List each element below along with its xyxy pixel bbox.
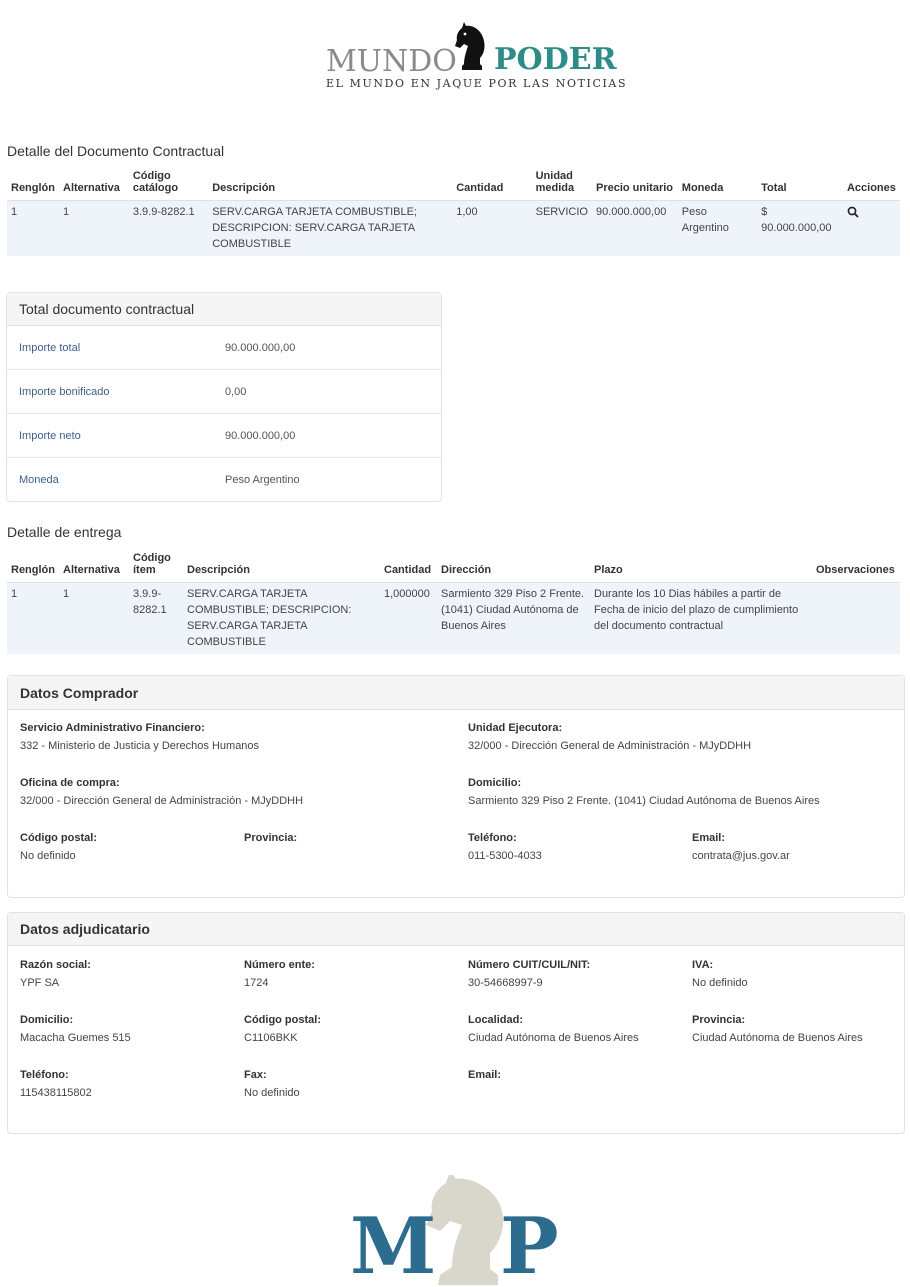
moneda-value: Peso Argentino — [225, 474, 300, 486]
provincia-value: Ciudad Autónoma de Buenos Aires — [692, 1032, 863, 1044]
search-icon[interactable] — [847, 206, 859, 218]
mp-logo-graphic — [0, 1175, 910, 1287]
domicilio-value: Macacha Guemes 515 — [20, 1032, 131, 1044]
col-total: Total — [761, 182, 787, 194]
unidad-ejecutora-label: Unidad Ejecutora: — [468, 722, 563, 734]
cell-unidad: SERVICIO — [532, 201, 592, 257]
provincia-label: Provincia: — [692, 1014, 746, 1026]
cell-total: $ 90.000.000,00 — [757, 201, 843, 257]
logo-word-mundo: MUNDO — [326, 44, 457, 79]
datos-comprador-title: Datos Comprador — [8, 676, 904, 710]
email-label: Email: — [692, 832, 726, 844]
col-codigo-catalogo: Código catálogo — [132, 170, 179, 194]
col-renglon: Renglón — [11, 564, 55, 576]
email-field — [692, 832, 790, 862]
telefono-field — [20, 1069, 92, 1099]
col-codigo-item: Código ítem — [133, 552, 171, 576]
telefono-field — [468, 832, 542, 862]
fax-label: Fax: — [244, 1069, 267, 1081]
col-unidad-medida: Unidad medida — [535, 170, 575, 194]
cuit-field — [468, 959, 590, 989]
cuit-label: Número CUIT/CUIL/NIT: — [468, 959, 591, 971]
logo-letter-p: P — [500, 1201, 559, 1287]
domicilio-field — [20, 1014, 131, 1044]
domicilio-label: Domicilio: — [468, 777, 522, 789]
col-alternativa: Alternativa — [63, 564, 120, 576]
telefono-value: 115438115802 — [20, 1087, 92, 1099]
importe-neto-row — [7, 414, 441, 458]
domicilio-label: Domicilio: — [20, 1014, 74, 1026]
cell-observaciones — [812, 583, 900, 655]
unidad-ejecutora-value: 32/000 - Dirección General de Administración - MJyDDHH — [468, 740, 752, 752]
cell-cantidad: 1,000000 — [380, 583, 437, 655]
razon-social-label: Razón social: — [20, 959, 91, 971]
fax-value: No definido — [244, 1087, 300, 1099]
col-observaciones: Observaciones — [816, 564, 895, 576]
moneda-label: Moneda — [19, 474, 59, 486]
oficina-compra-label: Oficina de compra: — [20, 777, 120, 789]
col-descripcion: Descripción — [212, 182, 276, 194]
saf-label: Servicio Administrativo Financiero: — [20, 722, 205, 734]
cell-cantidad: 1,00 — [452, 201, 531, 257]
razon-social-field — [20, 959, 91, 989]
contractual-table — [7, 168, 900, 256]
iva-field — [692, 959, 748, 989]
domicilio-field — [468, 777, 820, 807]
datos-adjudicatario-title: Datos adjudicatario — [8, 913, 904, 946]
provincia-label: Provincia: — [244, 832, 298, 844]
razon-social-value: YPF SA — [20, 977, 60, 989]
email-value: contrata@jus.gov.ar — [692, 850, 790, 862]
datos-adjudicatario-panel — [7, 912, 905, 1134]
iva-value: No definido — [692, 977, 748, 989]
cell-renglon: 1 — [7, 201, 59, 257]
codigo-postal-value: C1106BKK — [244, 1032, 298, 1044]
email-label: Email: — [468, 1069, 502, 1081]
table-row — [7, 201, 900, 257]
iva-label: IVA: — [692, 959, 714, 971]
moneda-row — [7, 458, 441, 502]
cell-codigo: 3.9.9-8282.1 — [129, 201, 208, 257]
importe-neto-label: Importe neto — [19, 429, 81, 442]
provincia-field — [244, 832, 297, 850]
telefono-value: 011-5300-4033 — [468, 850, 542, 862]
mundo-poder-logo — [0, 22, 910, 94]
domicilio-value: Sarmiento 329 Piso 2 Frente. (1041) Ciudad Autónoma de Buenos Aires — [468, 795, 820, 807]
numero-ente-field — [244, 959, 315, 989]
codigo-postal-value: No definido — [20, 850, 76, 862]
datos-comprador-panel — [7, 675, 905, 898]
mp-watermark-logo — [0, 1175, 910, 1287]
provincia-field — [692, 1014, 863, 1044]
codigo-postal-label: Código postal: — [244, 1014, 321, 1026]
cell-acciones — [843, 201, 900, 257]
col-moneda: Moneda — [681, 182, 724, 194]
col-alternativa: Alternativa — [63, 182, 120, 194]
numero-ente-value: 1724 — [244, 977, 269, 989]
cell-moneda: Peso Argentino — [678, 201, 757, 257]
col-acciones: Acciones — [846, 182, 896, 194]
cell-renglon: 1 — [7, 583, 59, 655]
importe-neto-value: 90.000.000,00 — [225, 429, 296, 442]
cell-precio: 90.000.000,00 — [592, 201, 678, 257]
cell-plazo: Durante los 10 Dias hábiles a partir de Fecha de inicio del plazo de cumplimiento del documento contractual — [590, 583, 812, 655]
telefono-label: Teléfono: — [468, 832, 517, 844]
email-field — [468, 1069, 501, 1087]
oficina-compra-field — [20, 777, 303, 807]
cell-descripcion: SERV.CARGA TARJETA COMBUSTIBLE; DESCRIPCION: SERV.CARGA TARJETA COMBUSTIBLE — [208, 201, 452, 257]
chess-knight-icon — [452, 22, 492, 74]
importe-bonificado-row — [7, 370, 441, 414]
logo-word-poder: PODER — [494, 42, 617, 77]
telefono-label: Teléfono: — [20, 1069, 69, 1081]
importe-bonificado-value: 0,00 — [225, 385, 247, 398]
importe-total-label: Importe total — [19, 341, 81, 354]
localidad-field — [468, 1014, 639, 1044]
saf-field — [20, 722, 259, 752]
codigo-postal-field — [244, 1014, 321, 1044]
total-documento-title: Total documento contractual — [7, 293, 441, 326]
localidad-label: Localidad: — [468, 1014, 524, 1026]
total-documento-panel — [6, 292, 442, 502]
codigo-postal-field — [20, 832, 97, 862]
cell-direccion: Sarmiento 329 Piso 2 Frente. (1041) Ciudad Autónoma de Buenos Aires — [437, 583, 590, 655]
cell-alternativa: 1 — [59, 583, 129, 655]
logo-tagline: EL MUNDO EN JAQUE POR LAS NOTICIAS — [326, 77, 628, 90]
entrega-table — [7, 550, 900, 654]
unidad-ejecutora-field — [468, 722, 751, 752]
codigo-postal-label: Código postal: — [20, 832, 97, 844]
oficina-compra-value: 32/000 - Dirección General de Administración - MJyDDHH — [20, 795, 304, 807]
logo-letter-m: M — [350, 1201, 437, 1287]
col-plazo: Plazo — [594, 564, 623, 576]
cell-descripcion: SERV.CARGA TARJETA COMBUSTIBLE; DESCRIPCION: SERV.CARGA TARJETA COMBUSTIBLE — [183, 583, 380, 655]
contractual-section-title: Detalle del Documento Contractual — [7, 143, 225, 159]
col-renglon: Renglón — [11, 182, 55, 194]
col-direccion: Dirección — [441, 564, 492, 576]
entrega-section-title: Detalle de entrega — [7, 524, 122, 540]
importe-total-row — [7, 326, 441, 370]
numero-ente-label: Número ente: — [244, 959, 315, 971]
table-row — [7, 583, 900, 655]
col-cantidad: Cantidad — [456, 182, 504, 194]
fax-field — [244, 1069, 300, 1099]
chess-knight-icon — [426, 1175, 503, 1285]
saf-value: 332 - Ministerio de Justicia y Derechos Humanos — [20, 740, 260, 752]
col-cantidad: Cantidad — [384, 564, 432, 576]
importe-bonificado-label: Importe bonificado — [19, 385, 110, 398]
col-precio-unitario: Precio unitario — [595, 182, 674, 194]
cell-alternativa: 1 — [59, 201, 129, 257]
col-descripcion: Descripción — [187, 564, 250, 576]
cuit-value: 30-54668997-9 — [468, 977, 543, 989]
importe-total-value: 90.000.000,00 — [225, 341, 296, 354]
localidad-value: Ciudad Autónoma de Buenos Aires — [468, 1032, 639, 1044]
cell-codigo: 3.9.9-8282.1 — [129, 583, 183, 655]
